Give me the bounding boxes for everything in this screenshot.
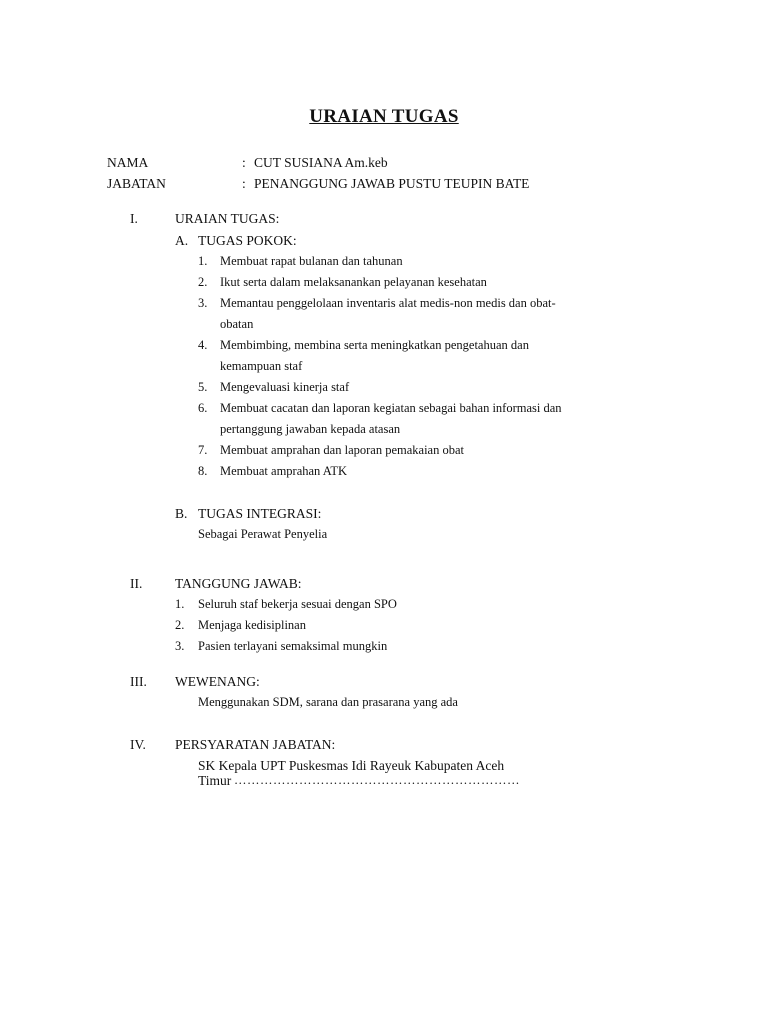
section-3-heading: WEWENANG: xyxy=(175,674,260,689)
task-item-8-num: 8. xyxy=(198,464,208,478)
responsibility-2-num: 2. xyxy=(175,618,185,632)
task-item-3-text: Memantau penggelolaan inventaris alat medis-non medis dan obat- xyxy=(220,296,556,310)
task-item-2-num: 2. xyxy=(198,275,208,289)
section-2-numeral: II. xyxy=(130,576,143,591)
sub-a-letter: A. xyxy=(175,233,189,248)
task-item-4-num: 4. xyxy=(198,338,208,352)
task-item-5-num: 5. xyxy=(198,380,208,394)
task-item-1-num: 1. xyxy=(198,254,208,268)
requirement-line-2: Timur xyxy=(198,773,232,788)
page-title: URAIAN TUGAS xyxy=(309,106,459,127)
responsibility-2-text: Menjaga kedisiplinan xyxy=(198,618,306,632)
requirement-line-1: SK Kepala UPT Puskesmas Idi Rayeuk Kabupaten Aceh xyxy=(198,758,505,773)
responsibility-3-text: Pasien terlayani semaksimal mungkin xyxy=(198,639,388,653)
section-1-heading: URAIAN TUGAS: xyxy=(175,211,280,226)
sub-b-text: Sebagai Perawat Penyelia xyxy=(198,527,328,541)
requirement-dots: ………………………………………………………… xyxy=(234,773,520,787)
task-item-6-text-cont: pertanggung jawaban kepada atasan xyxy=(220,422,401,436)
task-item-2-text: Ikut serta dalam melaksanankan pelayanan kesehatan xyxy=(220,275,487,289)
task-item-7-num: 7. xyxy=(198,443,208,457)
position-value: PENANGGUNG JAWAB PUSTU TEUPIN BATE xyxy=(254,176,530,191)
task-item-4-text: Membimbing, membina serta meningkatkan pengetahuan dan xyxy=(220,338,529,352)
name-value: CUT SUSIANA Am.keb xyxy=(254,155,388,170)
name-separator: : xyxy=(242,155,246,170)
task-item-7-text: Membuat amprahan dan laporan pemakaian obat xyxy=(220,443,465,457)
task-item-5-text: Mengevaluasi kinerja staf xyxy=(220,380,350,394)
sub-b-letter: B. xyxy=(175,506,188,521)
sub-a-heading: TUGAS POKOK: xyxy=(198,233,297,248)
position-label: JABATAN xyxy=(107,176,166,191)
section-4-numeral: IV. xyxy=(130,737,146,752)
section-3-numeral: III. xyxy=(130,674,147,689)
task-item-4-text-cont: kemampuan staf xyxy=(220,359,303,373)
task-item-3-num: 3. xyxy=(198,296,208,310)
section-1-numeral: I. xyxy=(130,211,138,226)
section-4-heading: PERSYARATAN JABATAN: xyxy=(175,737,336,752)
responsibility-3-num: 3. xyxy=(175,639,185,653)
task-item-6-text: Membuat cacatan dan laporan kegiatan sebagai bahan informasi dan xyxy=(220,401,562,415)
task-item-3-text-cont: obatan xyxy=(220,317,254,331)
task-item-8-text: Membuat amprahan ATK xyxy=(220,464,348,478)
sub-b-heading: TUGAS INTEGRASI: xyxy=(198,506,322,521)
responsibility-1-num: 1. xyxy=(175,597,185,611)
name-label: NAMA xyxy=(107,155,149,170)
task-item-1-text: Membuat rapat bulanan dan tahunan xyxy=(220,254,403,268)
responsibility-1-text: Seluruh staf bekerja sesuai dengan SPO xyxy=(198,597,397,611)
section-2-heading: TANGGUNG JAWAB: xyxy=(175,576,302,591)
authority-text: Menggunakan SDM, sarana dan prasarana yang ada xyxy=(198,695,458,709)
task-item-6-num: 6. xyxy=(198,401,208,415)
position-separator: : xyxy=(242,176,246,191)
